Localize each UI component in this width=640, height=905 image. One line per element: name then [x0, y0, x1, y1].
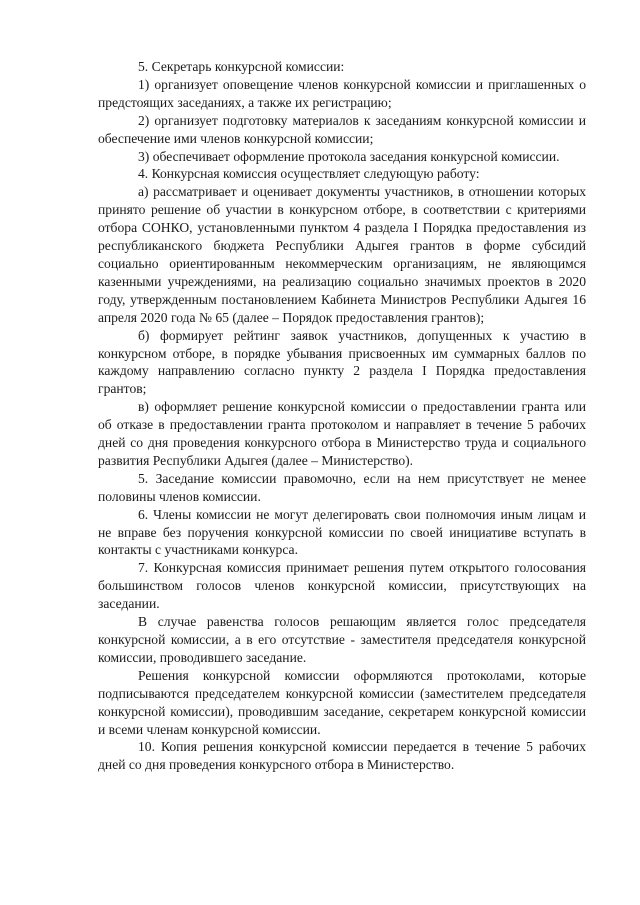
paragraph-secretary-item-3: 3) обеспечивает оформление протокола заседания конкурсной комиссии. [138, 148, 560, 164]
paragraph-quorum: 5. Заседание комиссии правомочно, если на нем присутствует не менее половины членов комиссии. [98, 470, 586, 504]
paragraph-work-item-b: б) формирует рейтинг заявок участников, допущенных к участию в конкурсном отборе, в порядке убывания присвоенных им суммарных баллов по каждому направлению согласно пункту 2 раздела I Порядка предоставления грантов; [98, 327, 586, 397]
paragraph-decision-copy: 10. Копия решения конкурсной комиссии передается в течение 5 рабочих дней со дня проведения конкурсного отбора в Министерство. [98, 739, 586, 773]
paragraph-protocols: Решения конкурсной комиссии оформляются протоколами, которые подписываются председателем конкурсной комиссии (заместителем председателя конкурсной комиссии), проводившим заседание, секретарем конкурсной комиссии и всеми членам конкурсной комиссии. [98, 667, 586, 737]
paragraph-tie-vote: В случае равенства голосов решающим является голос председателя конкурсной комиссии, а в его отсутствие - заместителя председателя конкурсной комиссии, проводившего заседание. [98, 614, 586, 665]
paragraph-delegation: 6. Члены комиссии не могут делегировать свои полномочия иным лицам и не вправе без поручения конкурсной комиссии по своей инициативе вступать в контакты с участниками конкурса. [98, 506, 586, 558]
paragraph-secretary-item-1: 1) организует оповещение членов конкурсной комиссии и приглашенных о предстоящих заседаниях, а также их регистрацию; [98, 76, 586, 110]
paragraph-work-item-v: в) оформляет решение конкурсной комиссии о предоставлении гранта или об отказе в предоставлении гранта протоколом и направляет в течение 5 рабочих дней со дня проведения конкурсного отбора в Министерство труда и социального развития Республики Адыгея (далее – Министерство). [98, 399, 586, 468]
paragraph-secretary-item-2: 2) организует подготовку материалов к заседаниям конкурсной комиссии и обеспечение ими членов конкурсной комиссии; [98, 112, 586, 146]
paragraph-voting: 7. Конкурсная комиссия принимает решения путем открытого голосования большинством голосов членов конкурсной комиссии, присутствующих на заседании. [98, 560, 586, 612]
document-page [98, 58, 586, 774]
paragraph-secretary-heading: 5. Секретарь конкурсной комиссии: [138, 59, 345, 74]
paragraph-commission-work-heading: 4. Конкурсная комиссия осуществляет следующую работу: [138, 166, 480, 182]
paragraph-work-item-a: а) рассматривает и оценивает документы участников, в отношении которых принято решение об участии в конкурсном отборе, в соответствии с критериями отбора СОНКО, установленными пунктом 4 раздела I Порядка предоставления из республиканского бюджета Республики Адыгея грантов в форме субсидий социально ориентированным некоммерческим организациям, не являющимся казенными учреждениями, на реализацию социально значимых проектов в 2020 году, утвержденным постановлением Кабинета Министров Республики Адыгея 16 апреля 2020 года № 65 (далее – Порядок предоставления грантов); [98, 184, 586, 325]
